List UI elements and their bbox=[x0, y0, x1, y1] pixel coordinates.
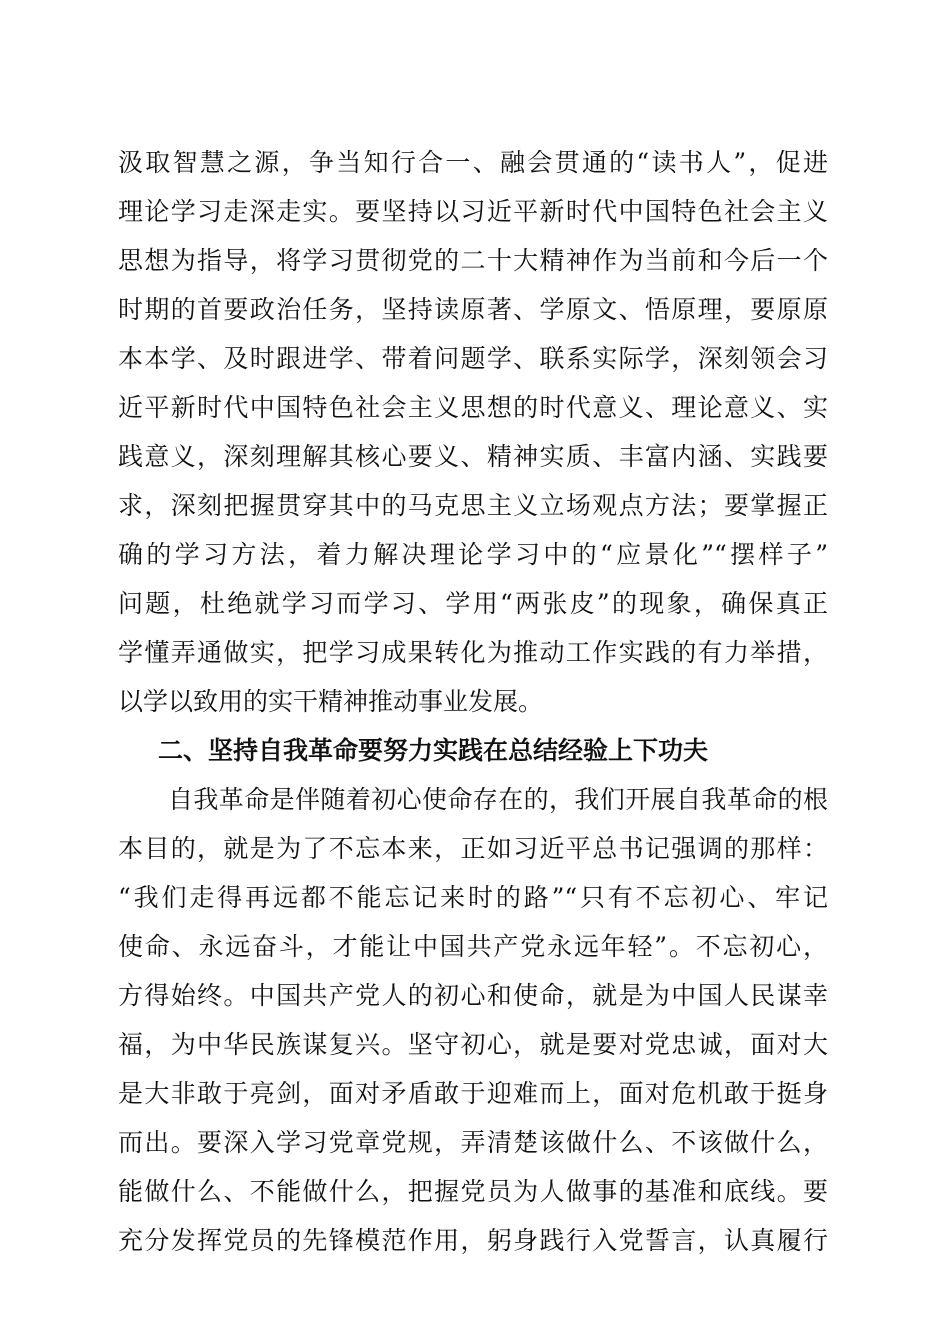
paragraph-1-line: 本本学、及时跟进学、带着问题学、联系实际学，深刻领会习 bbox=[118, 344, 828, 373]
paragraph-2-line: 自我革命是伴随着初心使命存在的，我们开展自我革命的根 bbox=[168, 785, 828, 814]
paragraph-1-line: 以学以致用的实干精神推动事业发展。 bbox=[118, 687, 544, 716]
paragraph-2-line: 福，为中华民族谋复兴。坚守初心，就是要对党忠诚，面对大 bbox=[118, 1030, 828, 1059]
paragraph-1-line: 确的学习方法，着力解决理论学习中的“应景化”“摆样子” bbox=[118, 540, 828, 569]
paragraph-1-line: 思想为指导，将学习贯彻党的二十大精神作为当前和今后一个 bbox=[118, 246, 828, 275]
paragraph-1-line: 近平新时代中国特色社会主义思想的时代意义、理论意义、实 bbox=[118, 393, 828, 422]
section-heading: 二、坚持自我革命要努力实践在总结经验上下功夫 bbox=[158, 736, 709, 765]
paragraph-2-line: 能做什么、不能做什么，把握党员为人做事的基准和底线。要 bbox=[118, 1177, 828, 1206]
paragraph-1-line: 学懂弄通做实，把学习成果转化为推动工作实践的有力举措， bbox=[118, 638, 828, 667]
paragraph-2-line: 而出。要深入学习党章党规，弄清楚该做什么、不该做什么， bbox=[118, 1128, 828, 1157]
paragraph-1-line: 汲取智慧之源，争当知行合一、融会贯通的“读书人”，促进 bbox=[118, 148, 828, 177]
paragraph-2-line: 方得始终。中国共产党人的初心和使命，就是为中国人民谋幸 bbox=[118, 981, 828, 1010]
paragraph-1-line: 时期的首要政治任务，坚持读原著、学原文、悟原理，要原原 bbox=[118, 295, 828, 324]
paragraph-1-line: 践意义，深刻理解其核心要义、精神实质、丰富内涵、实践要 bbox=[118, 442, 828, 471]
paragraph-2-line: 本目的，就是为了不忘本来，正如习近平总书记强调的那样： bbox=[118, 834, 828, 863]
paragraph-2-line: 充分发挥党员的先锋模范作用，躬身践行入党誓言，认真履行 bbox=[118, 1226, 828, 1255]
paragraph-1-line: 理论学习走深走实。要坚持以习近平新时代中国特色社会主义 bbox=[118, 197, 828, 226]
paragraph-1-line: 问题，杜绝就学习而学习、学用“两张皮”的现象，确保真正 bbox=[118, 589, 828, 618]
paragraph-2-line: “我们走得再远都不能忘记来时的路”“只有不忘初心、牢记 bbox=[118, 883, 828, 912]
paragraph-2-line: 使命、永远奋斗，才能让中国共产党永远年轻”。不忘初心， bbox=[118, 932, 828, 961]
paragraph-2-line: 是大非敢于亮剑，面对矛盾敢于迎难而上，面对危机敢于挺身 bbox=[118, 1079, 828, 1108]
paragraph-1-line: 求，深刻把握贯穿其中的马克思主义立场观点方法；要掌握正 bbox=[118, 491, 828, 520]
